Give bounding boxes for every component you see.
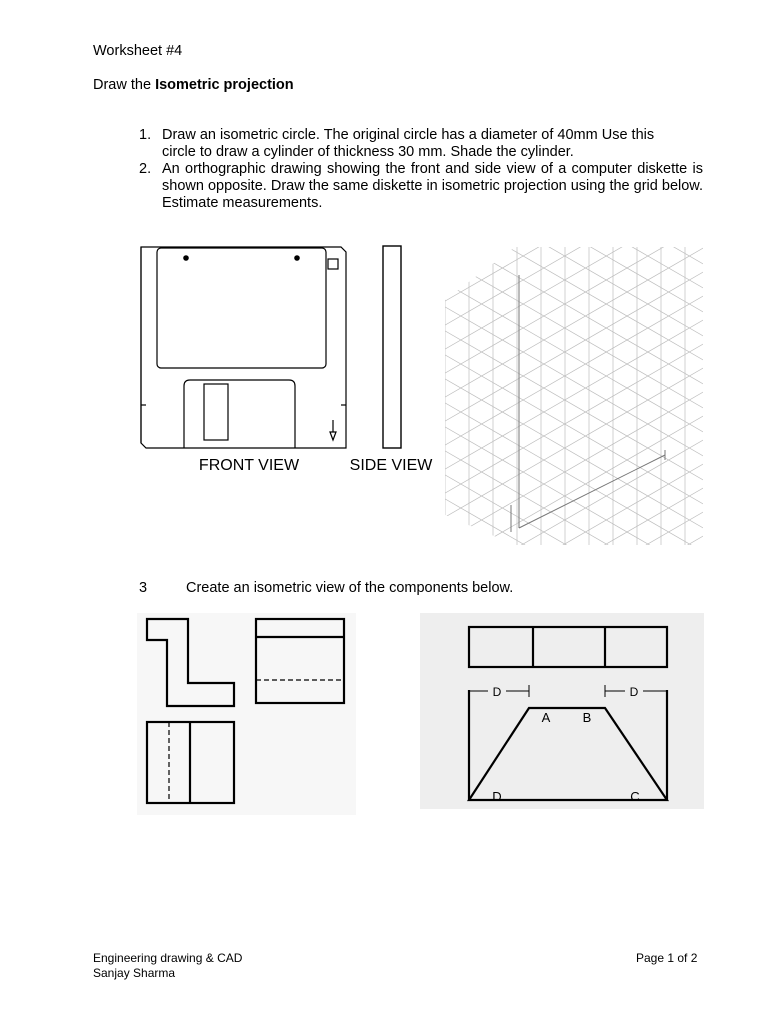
trapezoid-label-c: C bbox=[630, 789, 640, 804]
front-view-label: FRONT VIEW bbox=[198, 457, 300, 474]
question-2-number: 2. bbox=[139, 161, 152, 177]
question-1-line-1: Draw an isometric circle. The original circle has a diameter of 40mm Use this bbox=[162, 127, 655, 143]
side-view-label: SIDE VIEW bbox=[349, 457, 433, 474]
instruction-bold: Isometric projection bbox=[155, 77, 294, 93]
question-3-text: Create an isometric view of the components below. bbox=[186, 580, 514, 596]
trapezoid-label-d: D bbox=[492, 789, 502, 804]
footer-course: Engineering drawing & CAD bbox=[93, 951, 243, 965]
dimension-label-right: D bbox=[629, 685, 639, 699]
trapezoid-label-b: B bbox=[582, 710, 592, 725]
instruction-prefix: Draw the bbox=[93, 77, 156, 93]
footer-author: Sanjay Sharma bbox=[93, 966, 176, 980]
worksheet-title: Worksheet #4 bbox=[93, 43, 183, 59]
question-1-number: 1. bbox=[139, 127, 152, 143]
question-3-number: 3 bbox=[139, 580, 148, 596]
dimension-label-left: D bbox=[492, 685, 502, 699]
question-2-text: An orthographic drawing showing the front and side view of a computer diskette is shown opposite. Draw the same diskette in isometric projection using the grid below. Estimate measurements. bbox=[162, 161, 703, 211]
trapezoid-label-a: A bbox=[541, 710, 551, 725]
question-1-line-2: circle to draw a cylinder of thickness 30 mm. Shade the cylinder. bbox=[162, 144, 574, 160]
footer-page-number: Page 1 of 2 bbox=[636, 951, 698, 965]
